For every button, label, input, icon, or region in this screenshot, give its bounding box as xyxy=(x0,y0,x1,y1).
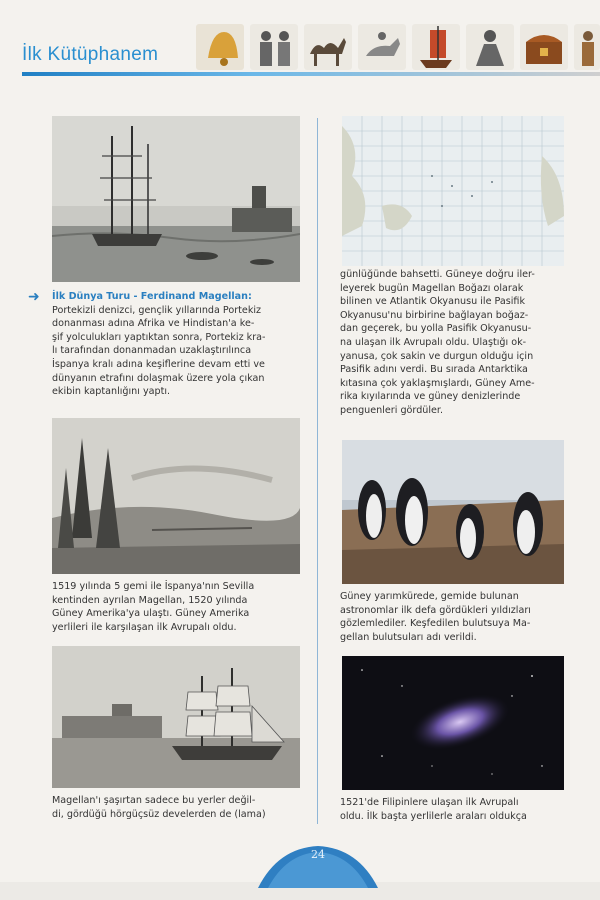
harbor-ships-engraving xyxy=(52,116,300,282)
paragraph-line: yerlileri ile karşılaşan ilk Avrupalı oldu. xyxy=(52,621,237,633)
left-paragraph-2 xyxy=(52,580,302,634)
brand-title: İlk Kütüphanem xyxy=(22,44,159,65)
paragraph-line: rika kıyılarında ve güney denizlerinde xyxy=(340,391,521,403)
treasure-chest-icon xyxy=(520,24,568,70)
intro-line: ekibin kaptanlığını yaptı. xyxy=(52,386,171,398)
intro-line: Portekizli denizci, gençlik yıllarında Portekiz xyxy=(52,304,262,316)
people-icon xyxy=(250,24,298,70)
paragraph-line: Okyanusu'nu birbirine bağlayan boğaz- xyxy=(340,309,529,321)
intro-line: lı tarafından donanmadan uzaklaştırılınca xyxy=(52,345,252,357)
arrow-bullet-icon: ➜ xyxy=(28,289,40,305)
paragraph-line: Güney Amerika'ya ulaştı. Güney Amerika xyxy=(52,608,250,620)
column-divider xyxy=(317,118,318,824)
paragraph-line: oldu. İlk başta yerlilerle araları oldukça xyxy=(340,810,527,822)
left-intro-paragraph xyxy=(52,290,302,399)
horse-rider-icon xyxy=(358,24,406,70)
figure-icon xyxy=(574,24,600,70)
paragraph-line: 1521'de Filipinlere ulaşan ilk Avrupalı xyxy=(340,797,519,808)
paragraph-line: Güney yarımkürede, gemide bulunan xyxy=(340,591,519,602)
paragraph-line: astronomlar ilk defa gördükleri yıldızları xyxy=(340,604,531,616)
paragraph-line: kıtasına çok yaklaşmışlardı, Güney Ame- xyxy=(340,377,535,389)
right-paragraph-2 xyxy=(340,590,572,644)
paragraph-line: dan geçerek, bu yolla Pasifik Okyanusu- xyxy=(340,323,532,335)
intro-line: İspanya kralı adına keşiflerine devam etti ve xyxy=(52,358,265,370)
right-paragraph-3 xyxy=(340,796,572,823)
page-number: 24 xyxy=(311,848,325,861)
knight-icon xyxy=(466,24,514,70)
page-header xyxy=(0,0,600,95)
paragraph-line: leyerek bugün Magellan Boğazı olarak xyxy=(340,282,524,294)
paragraph-line: 1519 yılında 5 gemi ile İspanya'nın Sevilla xyxy=(52,581,255,592)
paragraph-line: bilinen ve Atlantik Okyanusu ile Pasifik xyxy=(340,296,526,308)
left-paragraph-3 xyxy=(52,794,302,821)
ship-icon xyxy=(412,24,460,70)
header-illustrations xyxy=(194,18,600,74)
sailing-ship-engraving xyxy=(52,646,300,788)
paragraph-line: günlüğünde bahsetti. Güneye doğru iler- xyxy=(340,269,535,280)
bell-icon xyxy=(196,24,244,70)
paragraph-line: penguenleri gördüler. xyxy=(340,404,444,416)
paragraph-line: Magellan'ı şaşırtan sadece bu yerler değil- xyxy=(52,795,256,806)
intro-line: dünyanın etrafını dolaşmak üzere yola çıkan xyxy=(52,372,265,384)
camel-icon xyxy=(304,24,352,70)
paragraph-line: na ulaşan ilk Avrupalı oldu. Ulaştığı ok- xyxy=(340,336,527,348)
paragraph-line: kentinden ayrılan Magellan, 1520 yılında xyxy=(52,594,248,606)
paragraph-line: yanusa, çok sakin ve durgun olduğu için xyxy=(340,350,534,362)
paragraph-line: di, gördüğü hörgüçsüz develerden de (lama) xyxy=(52,808,266,820)
intro-line: şif yolculukları yaptıktan sonra, Portekiz kra- xyxy=(52,331,266,343)
penguins-photo xyxy=(342,440,564,584)
section-title: İlk Dünya Turu - Ferdinand Magellan: xyxy=(52,291,252,302)
coast-forest-engraving xyxy=(52,418,300,574)
right-paragraph-1 xyxy=(340,268,572,418)
nebula-photo xyxy=(342,656,564,790)
paragraph-line: gellan bulutsuları adı verildi. xyxy=(340,631,477,643)
paragraph-line: Pasifik adını verdi. Bu sırada Antarktika xyxy=(340,364,528,376)
paragraph-line: gözlemlediler. Keşfedilen bulutsuya Ma- xyxy=(340,618,531,630)
intro-line: donanması adına Afrika ve Hindistan'a ke- xyxy=(52,318,255,330)
pacific-map-image xyxy=(342,116,564,266)
